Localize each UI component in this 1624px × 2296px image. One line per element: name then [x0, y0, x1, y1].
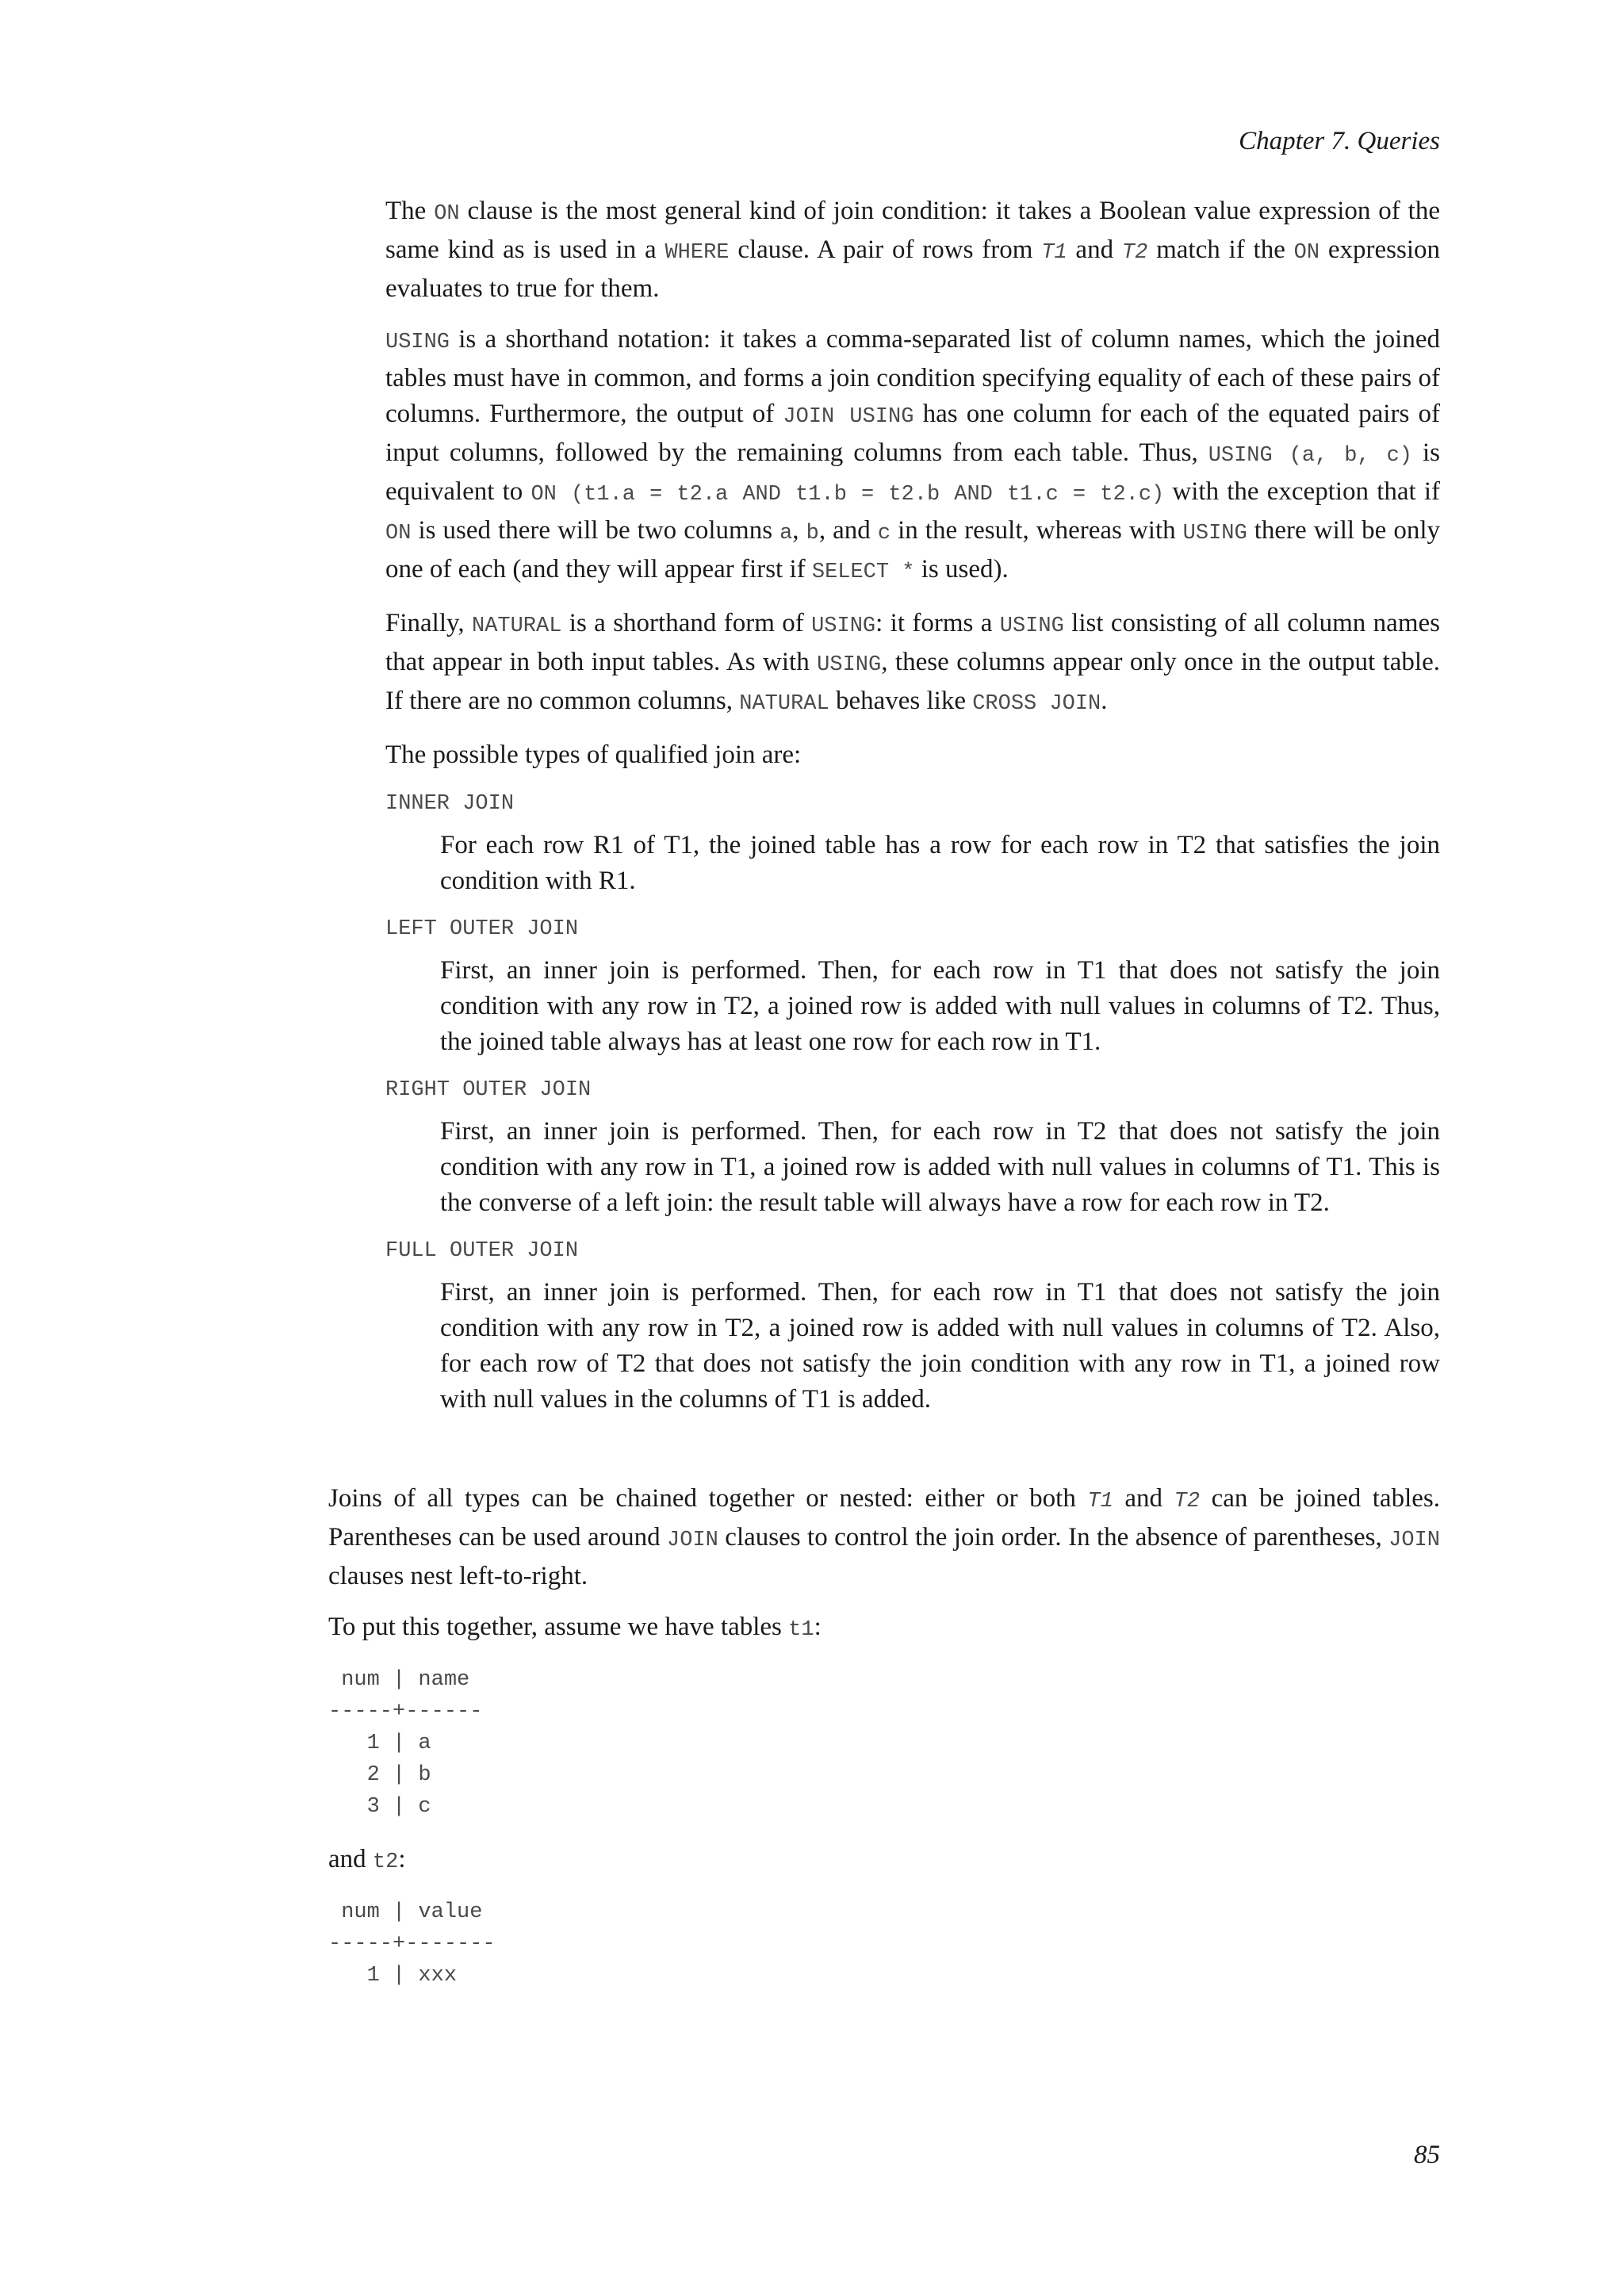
join-type-term: FULL OUTER JOIN — [385, 1239, 579, 1263]
code-replaceable: T1 — [1041, 241, 1067, 265]
join-type-definition: First, an inner join is performed. Then, for each row in T1 that does not satisfy the join condition with any row in T2, a joined row is added with null values in columns of T2. Thus, the joined table always has at least one row for each row in T1. — [440, 956, 1440, 1056]
paragraph-chaining: Joins of all types can be chained together or nested: either or both T1 and T2 can be joined tables. Parentheses can be used around JOIN clauses to control the join order. In the absence of parentheses, JOIN clauses nest left-to-right. — [328, 1484, 1440, 1590]
code-inline: USING — [817, 653, 882, 677]
code-inline: USING — [999, 614, 1064, 638]
code-replaceable: T1 — [1087, 1490, 1113, 1513]
code-inline: USING — [385, 331, 450, 354]
code-replaceable: T2 — [1174, 1490, 1201, 1513]
paragraph-using: USING is a shorthand notation: it takes a comma-separated list of column names, which the joined tables must have in common, and forms a join condition specifying equality of each of these pairs of columns. Furthermore, the output of JOIN USING has one column for each of the equated pairs of input columns, followed by the remaining columns from each table. Thus, USING (a, b, c) is equivalent to ON (t1.a = t2.a AND t1.b = t2.b AND t1.c = t2.c) with the exception that if ON is used there will be two columns a, b, and c in the result, whereas with USING there will be only one of each (and they will appear first if SELECT * is used). — [385, 325, 1441, 584]
code-inline: t1 — [788, 1618, 814, 1642]
paragraph-join-types-intro: The possible types of qualified join are: — [385, 740, 802, 769]
code-inline: ON (t1.a = t2.a AND t1.b = t2.b AND t1.c = t2.c) — [530, 483, 1165, 507]
paragraph-on-clause: The ON clause is the most general kind of join condition: it takes a Boolean value expression of the same kind as is used in a WHERE clause. A pair of rows from T1 and T2 match if the ON expression evaluates to true for them. — [385, 197, 1441, 303]
join-type-definition: First, an inner join is performed. Then, for each row in T1 that does not satisfy the join condition with any row in T2, a joined row is added with null values in columns of T2. Also, for each row of T2 that does not satisfy the join condition with any row in T1, a joined row with null values in the columns of T1 is added. — [440, 1278, 1440, 1414]
code-inline: NATURAL — [739, 692, 829, 716]
page-content — [328, 193, 1440, 2011]
table-t1-listing: num | name -----+------ 1 | a 2 | b 3 | c — [328, 1668, 483, 1819]
code-inline: NATURAL — [472, 614, 562, 638]
join-type-term: LEFT OUTER JOIN — [385, 917, 579, 941]
code-inline: WHERE — [665, 241, 730, 265]
code-inline: CROSS JOIN — [972, 692, 1101, 716]
code-inline: t2 — [372, 1850, 399, 1874]
code-inline: ON — [434, 202, 460, 226]
code-inline: ON — [1293, 241, 1320, 265]
code-replaceable: T2 — [1121, 241, 1148, 265]
table-t2-listing: num | value -----+------- 1 | xxx — [328, 1900, 496, 1988]
code-inline: USING — [1182, 522, 1247, 545]
section-spacer — [328, 1432, 1440, 1481]
code-inline: USING — [811, 614, 876, 638]
join-type-definition: First, an inner join is performed. Then, for each row in T2 that does not satisfy the join condition with any row in T1, a joined row is added with null values in columns of T1. This is the converse of a left join: the result table will always have a row for each row in T2. — [440, 1117, 1440, 1217]
join-type-term: INNER JOIN — [385, 792, 515, 816]
paragraph-natural: Finally, NATURAL is a shorthand form of USING: it forms a USING list consisting of all column names that appear in both input tables. As with USING, these columns appear only once in the output table. If there are no common columns, NATURAL behaves like CROSS JOIN. — [385, 609, 1440, 716]
join-type-definition: For each row R1 of T1, the joined table has a row for each row in T2 that satisfies the join condition with R1. — [440, 831, 1440, 895]
join-type-term: RIGHT OUTER JOIN — [385, 1078, 592, 1102]
code-inline: SELECT * — [811, 561, 915, 584]
chapter-header: Chapter 7. Queries — [1239, 127, 1440, 155]
code-inline: c — [877, 522, 891, 545]
join-conditions-section — [385, 193, 1440, 1418]
code-inline: JOIN USING — [783, 405, 914, 429]
paragraph-and-t2: and t2: — [328, 1845, 406, 1874]
paragraph-assume-tables: To put this together, assume we have tables t1: — [328, 1613, 822, 1642]
code-inline: JOIN — [1388, 1529, 1440, 1552]
page-number: 85 — [1414, 2141, 1440, 2169]
code-inline: ON — [385, 522, 412, 545]
code-inline: a — [779, 522, 793, 545]
code-inline: JOIN — [667, 1529, 718, 1552]
join-types-list — [385, 788, 1440, 1418]
code-inline: USING (a, b, c) — [1208, 444, 1412, 468]
code-inline: b — [806, 522, 819, 545]
